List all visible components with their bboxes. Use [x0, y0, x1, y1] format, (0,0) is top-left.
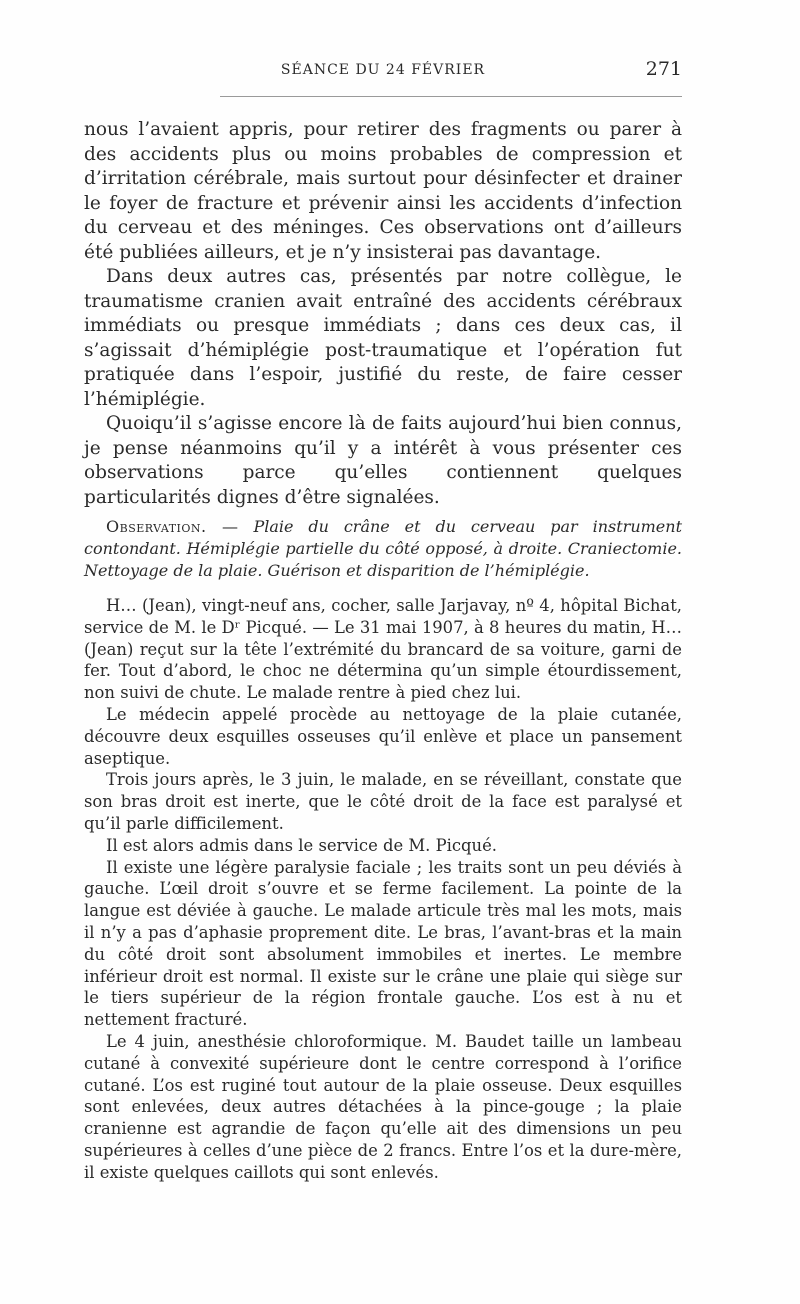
case-section [84, 595, 682, 1184]
running-title: SÉANCE DU 24 FÉVRIER [280, 62, 486, 78]
observation-heading [84, 516, 682, 582]
case-paragraph-2: Le médecin appelé procède au nettoyage de la plaie cutanée, découvre deux esquilles osseuses qu’il enlève et place un pansement aseptique. [84, 704, 682, 768]
intro-paragraph-2: Dans deux autres cas, présentés par notre collègue, le traumatisme cranien avait entraîné des accidents cérébraux immédiats ou presque immédiats ; dans ces deux cas, il s’agissait d’hémiplégie post-traumatique et l’opération fut pratiquée dans l’espoir, justifié du reste, de faire cesser l’hémiplégie. [84, 266, 682, 410]
observation-paragraph [84, 516, 682, 582]
case-paragraph-3: Trois jours après, le 3 juin, le malade, en se réveillant, constate que son bras droit est inerte, que le côté droit de la face est paralysé et qu’il parle difficilement. [84, 770, 682, 833]
case-paragraph-6: Le 4 juin, anesthésie chloroformique. M. Baudet taille un lambeau cutané à convexité supérieure dont le centre correspond à l’orifice cutané. L’os est ruginé tout autour de la plaie osseuse. Deux esquilles sont enlevées, deux autres détachées à la pince-gouge ; la plaie cranienne est agrandie de façon qu’elle ait des dimensions un peu supérieures à celles d’une pièce de 2 francs. Entre l’os et la dure-mère, il existe quelques caillots qui sont enlevés. [84, 1031, 682, 1182]
page-number: 271 [645, 58, 682, 80]
case-paragraph-1: H… (Jean), vingt-neuf ans, cocher, salle Jarjavay, nº 4, hôpital Bichat, service de M. le Dʳ Picqué. — Le 31 mai 1907, à 8 heures du matin, H… (Jean) reçut sur la tête l’extrémité du brancard de sa voiture, garni de fer. Tout d’abord, le choc ne détermina qu’un simple étourdissement, non suivi de chute. Le malade rentre à pied chez lui. [84, 596, 682, 703]
case-paragraph-5: Il existe une légère paralysie faciale ; les traits sont un peu déviés à gauche. L’œil droit s’ouvre et se ferme facilement. La pointe de la langue est déviée à gauche. Le malade articule très mal les mots, mais il n’y a pas d’aphasie proprement dite. Le bras, l’avant-bras et la main du côté droit sont absolument immobiles et inertes. Le membre inférieur droit est normal. Il existe sur le crâne une plaie qui siège sur le tiers supérieur de la région frontale gauche. L’os est à nu et nettement fracturé. [84, 857, 682, 1030]
observation-label: Observation. — [106, 517, 239, 536]
intro-paragraph-1: nous l’avaient appris, pour retirer des fragments ou parer à des accidents plus ou moins probables de compression et d’irritation cérébrale, mais surtout pour désinfecter et drainer le foyer de fracture et prévenir ainsi les accidents d’infection du cerveau et des méninges. Ces observations ont d’ailleurs été publiées ailleurs, et je n’y insisterai pas davantage. [84, 119, 682, 263]
intro-paragraph-3: Quoiqu’il s’agisse encore là de faits aujourd’hui bien connus, je pense néanmoins qu’il y a intérêt à vous présenter ces observations parce qu’elles contiennent quelques particularités dignes d’être signalées. [84, 413, 682, 508]
case-paragraph-4: Il est alors admis dans le service de M. Picqué. [106, 835, 497, 855]
header-rule [220, 96, 682, 97]
intro-section [84, 118, 682, 510]
observation-title: Plaie du crâne et du cerveau par instrument contondant. Hémiplégie partielle du côté opposé, à droite. Craniectomie. Nettoyage de la plaie. Guérison et disparition de l’hémiplégie. [84, 517, 682, 580]
running-head [84, 58, 682, 82]
